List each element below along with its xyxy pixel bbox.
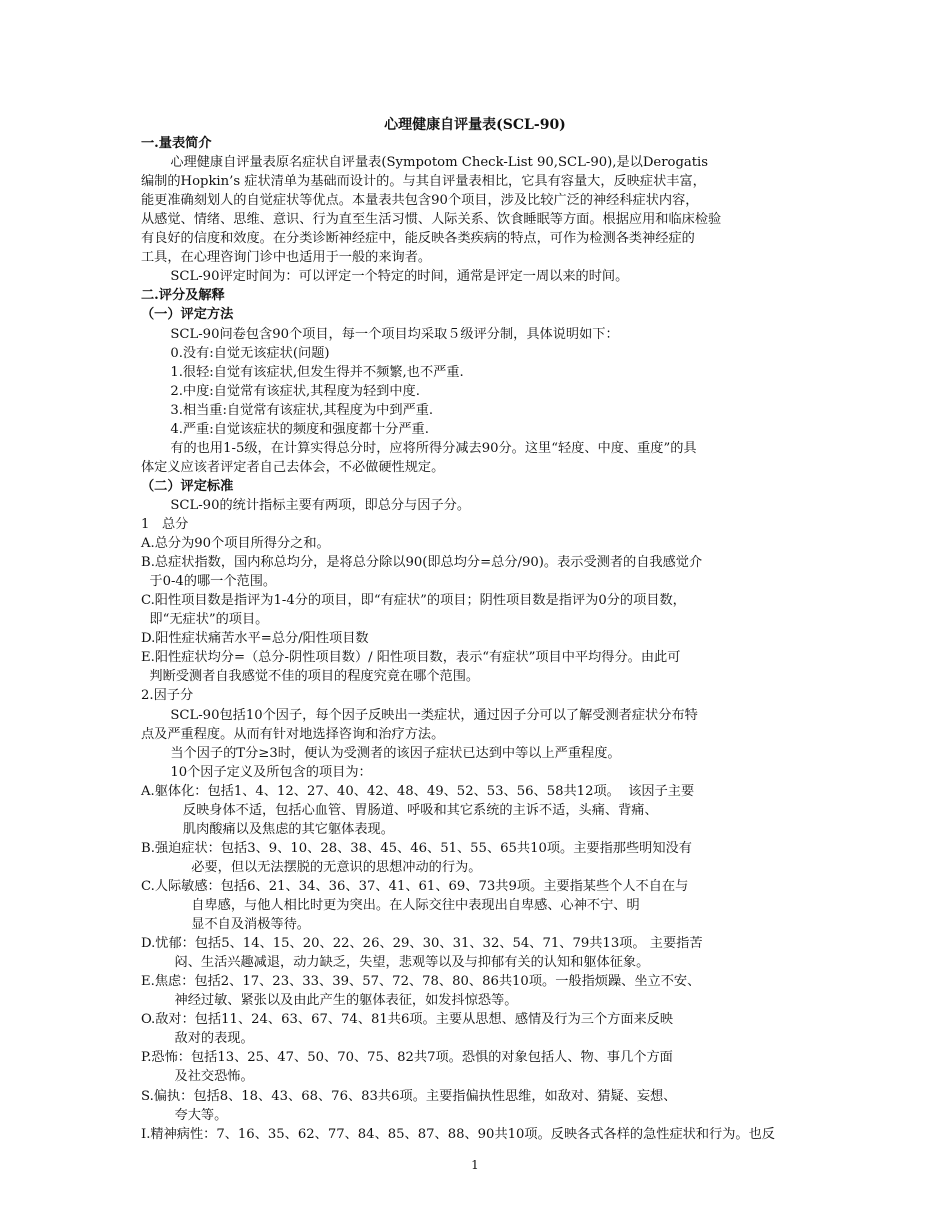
- text-line: 有良好的信度和效度。在分类诊断神经症中，能反映各类疾病的特点，可作为检测各类神经症的: [141, 231, 695, 247]
- text-line: A.总分为90个项目所得分之和。: [141, 536, 330, 552]
- text-line: E.焦虑：包括2、17、23、33、39、57、72、78、80、86共10项。一般指烦躁、坐立不安、: [141, 974, 701, 990]
- text-line: 必要，但以无法摆脱的无意识的思想冲动的行为。: [141, 859, 482, 875]
- text-line: 夸大等。: [141, 1107, 228, 1123]
- text-line: 反映身体不适，包括心血管、胃肠道、呼吸和其它系统的主诉不适，头痛、背痛、: [141, 802, 658, 818]
- text-line: S.偏执：包括8、18、43、68、76、83共6项。主要指偏执性思维，如敌对、猜疑、妄想、: [141, 1088, 677, 1104]
- text-line: 于0-4的哪一个范围。: [141, 574, 277, 590]
- text-line: 神经过敏、紧张以及由此产生的躯体表征，如发抖惊恐等。: [141, 993, 518, 1009]
- text-line: 1 总分: [141, 517, 189, 532]
- section-heading: （二）评定标准: [141, 478, 234, 494]
- text-line: P.恐怖：包括13、25、47、50、70、75、82共7项。恐惧的对象包括人、物、事几个方面: [141, 1050, 673, 1066]
- text-line: 显不自及消极等待。: [141, 917, 310, 933]
- text-line: 闷、生活兴趣减退，动力缺乏，失望，悲观等以及与抑郁有关的认知和躯体征象。: [141, 955, 650, 971]
- text-line: 肌肉酸痛以及焦虑的其它躯体表现。: [141, 821, 394, 837]
- text-line: 2.因子分: [141, 688, 194, 704]
- text-line: B.总症状指数，国内称总均分，是将总分除以90(即总均分=总分/90)。表示受测者的自我感觉介: [141, 555, 703, 571]
- text-line: SCL-90评定时间为：可以评定一个特定的时间，通常是评定一周以来的时间。: [141, 269, 629, 285]
- text-line: A.躯体化：包括1、4、12、27、40、42、48、49、52、53、56、58共12项。 该因子主要: [141, 783, 695, 799]
- text-line: SCL-90包括10个因子，每个因子反映出一类症状，通过因子分可以了解受测者症状分布特: [141, 707, 698, 723]
- text-line: C.阳性项目数是指评为1-4分的项目，即“有症状”的项目；阴性项目数是指评为0分的项目数，: [141, 593, 686, 609]
- text-line: 敌对的表现。: [141, 1031, 254, 1047]
- text-line: 编制的Hopkin’s 症状清单为基础而设计的。与其自评量表相比，它具有容量大，反映症状丰富，: [141, 174, 706, 190]
- text-line: 即“无症状”的项目。: [141, 612, 269, 628]
- text-line: SCL-90的统计指标主要有两项，即总分与因子分。: [141, 497, 471, 513]
- text-line: 当个因子的T分≥3时，便认为受测者的该因子症状已达到中等以上严重程度。: [141, 745, 621, 761]
- section-heading: （一）评定方法: [141, 307, 234, 323]
- document-title: 心理健康自评量表(SCL-90): [384, 117, 566, 133]
- text-line: D.忧郁：包括5、14、15、20、22、26、29、30、31、32、54、71、79共13项。 主要指苦: [141, 936, 703, 952]
- text-line: 判断受测者自我感觉不佳的项目的程度究竟在哪个范围。: [141, 669, 480, 685]
- text-line: D.阳性症状痛苦水平=总分/阳性项目数: [141, 631, 369, 647]
- text-line: C.人际敏感：包括6、21、34、36、37、41、61、69、73共9项。主要指某些个人不自在与: [141, 878, 689, 894]
- text-line: 1.很轻:自觉有该症状,但发生得并不频繁,也不严重.: [141, 364, 464, 380]
- text-line: 10个因子定义及所包含的项目为：: [141, 764, 372, 780]
- text-line: 能更准确刻划人的自觉症状等优点。本量表共包含90个项目，涉及比较广泛的神经科症状内容，: [141, 193, 699, 209]
- text-line: 4.严重:自觉该症状的频度和强度都十分严重.: [141, 421, 429, 437]
- text-line: 心理健康自评量表原名症状自评量表(Sympotom Check-List 90,SCL-90),是以Derogatis: [141, 155, 709, 171]
- page-number: 1: [471, 1158, 479, 1172]
- text-line: 从感觉、情绪、思维、意识、行为直至生活习惯、人际关系、饮食睡眠等方面。根据应用和临床检验: [141, 212, 722, 228]
- text-line: E.阳性症状均分=（总分-阴性项目数）/ 阳性项目数，表示“有症状”项目中平均得分。由此可: [141, 650, 681, 666]
- text-line: 0.没有:自觉无该症状(问题): [141, 345, 330, 361]
- text-line: 自卑感，与他人相比时更为突出。在人际交往中表现出自卑感、心神不宁、明: [141, 898, 640, 913]
- text-line: 体定义应该者评定者自己去体会，不必做硬性规定。: [141, 459, 445, 475]
- text-line: O.敌对：包括11、24、63、67、74、81共6项。主要从思想、感情及行为三个方面来反映: [141, 1012, 674, 1028]
- text-line: B.强迫症状：包括3、9、10、28、38、45、46、51、55、65共10项。主要指那些明知没有: [141, 840, 692, 856]
- text-line: 3.相当重:自觉常有该症状,其程度为中到严重.: [141, 402, 434, 418]
- text-line: 工具，在心理咨询门诊中也适用于一般的来询者。: [141, 250, 432, 266]
- text-line: I.精神病性：7、16、35、62、77、84、85、87、88、90共10项。反映各式各样的急性症状和行为。也反: [141, 1126, 775, 1142]
- section-heading: 一.量表简介: [141, 136, 212, 151]
- text-line: 有的也用1-5级，在计算实得总分时，应将所得分减去90分。这里“轻度、中度、重度”的具: [141, 440, 697, 456]
- text-line: 及社交恐怖。: [141, 1069, 254, 1085]
- text-line: 2.中度:自觉常有该症状,其程度为轻到中度.: [141, 383, 420, 399]
- section-heading: 二.评分及解释: [141, 288, 225, 304]
- text-line: SCL-90问卷包含90个项目，每一个项目均采取５级评分制，具体说明如下：: [141, 326, 619, 342]
- text-line: 点及严重程度。从而有针对地选择咨询和治疗方法。: [141, 726, 445, 742]
